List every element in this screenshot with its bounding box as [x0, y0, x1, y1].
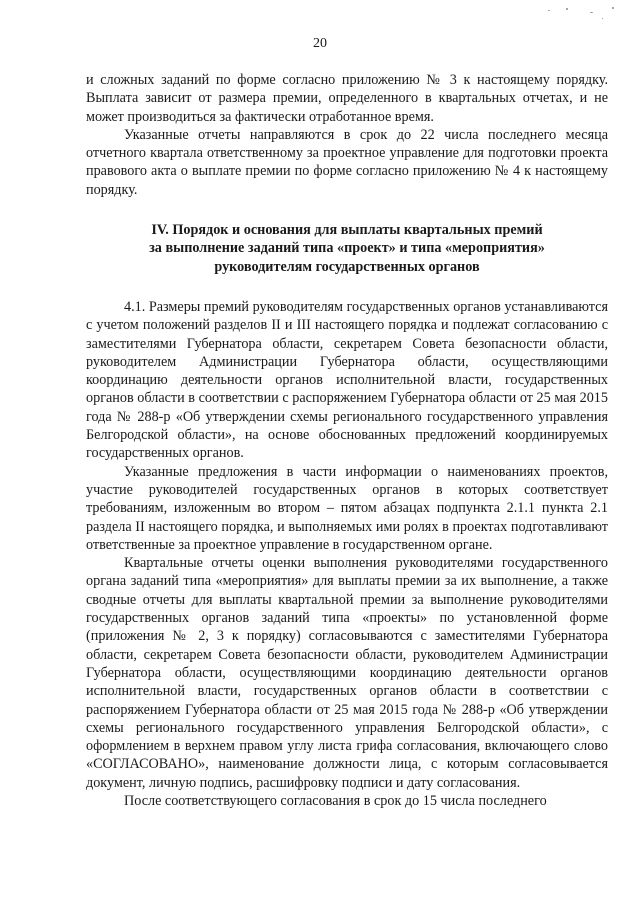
scan-speck [612, 7, 614, 9]
section-heading [86, 221, 608, 276]
scan-speck [602, 18, 603, 19]
scan-speck [590, 12, 593, 13]
section-heading-line: за выполнение заданий типа «проект» и типа «мероприятия» [149, 240, 545, 257]
section-heading-line: IV. Порядок и основания для выплаты квартальных премий [151, 222, 543, 239]
paragraph: Указанные предложения в части информации о наименованиях проектов, участие руководителей государственных органов в которых соответствует требованиям, изложенным во втором – пятом абзацах подпункта 2.1.1 пункта 2.1 раздела II настоящего порядка, и выполняемых ими ролях в проектах подготавливают ответственные за проектное управление в государственном органе. [86, 463, 608, 553]
section-heading-line: руководителям государственных органов [214, 258, 480, 275]
scan-speck [566, 8, 568, 10]
paragraph-continuation: и сложных заданий по форме согласно приложению № 3 к настоящему порядку. Выплата зависит от размера премии, определенного в квартальных отчетах, и не может производиться за фактически отработанное время. [86, 72, 608, 125]
paragraph: Квартальные отчеты оценки выполнения руководителями государственного органа заданий типа «мероприятия» для выплаты премии за их выполнение, а также сводные отчеты для выплаты квартальной премии за выполнение руководителями государственных органов заданий типа «проекты» по установленной форме (приложения № 2, 3 к порядку) согласовываются с заместителями Губернатора области, секретарем Совета безопасности области, руководителем Администрации Губернатора области, осуществляющими координацию деятельности органов исполнительной власти, государственных органов области в соответствии с распоряжением Губернатора области от 25 мая 2015 года № 288-р «Об утверждении схемы регионального государственного управления Белгородской области», с оформлением в верхнем правом углу листа грифа согласования, включающего слово «СОГЛАСОВАНО», наименование должности лица, с которым согласовывается документ, личную подпись, расшифровку подписи и дату согласования. [86, 555, 608, 791]
paragraph-clause-4-1: 4.1. Размеры премий руководителям государственных органов устанавливаются с учетом положений разделов II и III настоящего порядка и подлежат согласованию с заместителями Губернатора области, секретарем Совета безопасности области, руководителем Администрации Губернатора области, осуществляющими координацию деятельности органов исполнительной власти, государственных органов области в соответствии с распоряжением Губернатора области от 25 мая 2015 года № 288-р «Об утверждении схемы регионального государственного управления Белгородской области», на основе обоснованных предложений координируемых государственных органов. [86, 298, 608, 462]
paragraph-truncated: После соответствующего согласования в срок до 15 числа последнего [124, 792, 547, 809]
paragraph: Указанные отчеты направляются в срок до 22 числа последнего месяца отчетного квартала ответственному за проектное управление для подготовки проекта правового акта о выплате премии по форме согласно приложению № 4 к настоящему порядку. [86, 126, 608, 198]
document-body [86, 71, 608, 810]
scan-speck [548, 10, 550, 11]
page-number: 20 [313, 36, 327, 51]
